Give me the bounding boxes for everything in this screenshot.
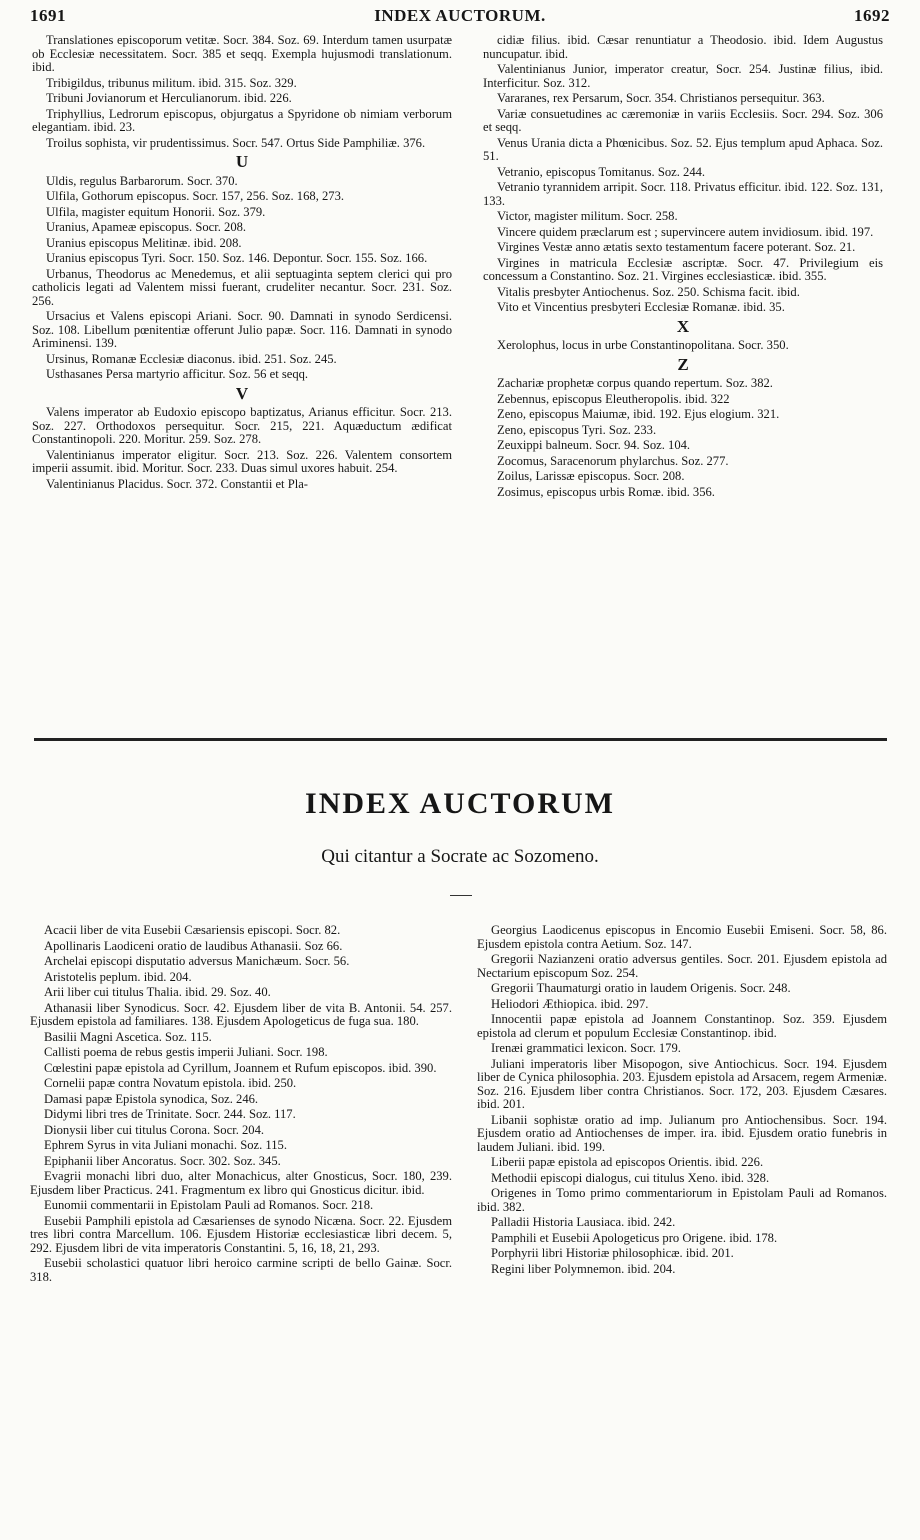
title-dash-ornament: [450, 895, 472, 896]
index-entry: cidiæ filius. ibid. Cæsar renuntiatur a Theodosio. ibid. Idem Augustus nuncupatur. ibid.: [483, 33, 883, 61]
index-entry: Vetranio, episcopus Tomitanus. Soz. 244.: [497, 164, 706, 179]
index-entry: Origenes in Tomo primo commentariorum in Epistolam Pauli ad Romanos. ibid. 382.: [477, 1186, 887, 1214]
index-entry: Heliodori Æthiopica. ibid. 297.: [491, 996, 649, 1011]
index-entry: Tribigildus, tribunus militum. ibid. 315. Soz. 329.: [46, 75, 297, 90]
index-entry: Ulfila, magister equitum Honorii. Soz. 379.: [46, 204, 266, 219]
index-entry: Zoilus, Larissæ episcopus. Socr. 208.: [497, 469, 685, 483]
index-entry: Gregorii Thaumaturgi oratio in laudem Origenis. Socr. 248.: [491, 981, 791, 995]
index-entry: Valentinianus imperator eligitur. Socr. 213. Soz. 226. Valentem consortem imperii assumit. ibid. Moritur. Socr. 233. Duas simul uxores habuit. 254.: [32, 447, 452, 475]
section-divider-rule: [34, 738, 887, 741]
index-entry: Vararanes, rex Persarum, Socr. 354. Christianos persequitur. 363.: [497, 91, 825, 105]
index-entry: Ephrem Syrus in vita Juliani monachi. Soz. 115.: [44, 1138, 287, 1152]
index-entry: Virgines in matricula Ecclesiæ ascriptæ. Socr. 47. Privilegium eis concessum a Constantino. Soz. 21. Virgines ecclesiasticæ. ibid. 355.: [483, 255, 883, 283]
section-title: INDEX AUCTORUM: [305, 787, 615, 820]
index-entry: Tribuni Jovianorum et Herculianorum. ibid. 226.: [46, 91, 292, 105]
index-entry: Evagrii monachi libri duo, alter Monachicus, alter Gnosticus, Socr. 180, 239. Ejusdem liber Practicus. 241. Fragmentum ex libro qui Gnosticus dicitur. ibid.: [30, 1169, 452, 1197]
index-entry: Valentinianus Junior, imperator creatur, Socr. 254. Justinæ filius, ibid. Interficitur. Soz. 312.: [483, 62, 883, 90]
running-title: INDEX AUCTORUM.: [374, 6, 546, 25]
index-entry: Porphyrii libri Historiæ philosophicæ. ibid. 201.: [491, 1246, 734, 1260]
index-entry: Zebennus, episcopus Eleutheropolis. ibid. 322: [497, 391, 730, 406]
index-entry: Eunomii commentarii in Epistolam Pauli ad Romanos. Socr. 218.: [44, 1198, 374, 1212]
index-entry: Eusebii scholastici quatuor libri heroico carmine scripti de bello Gainæ. Socr. 318.: [30, 1256, 452, 1284]
page-number-left: 1691: [30, 6, 66, 25]
index-entry: Ursinus, Romanæ Ecclesiæ diaconus. ibid. 251. Soz. 245.: [46, 351, 337, 366]
index-rerum-column-right: [483, 34, 883, 501]
index-entry: Valentinianus Placidus. Socr. 372. Constantii et Pla-: [46, 476, 308, 491]
index-entry: Cœlestini papæ epistola ad Cyrillum, Joannem et Rufum episcopos. ibid. 390.: [44, 1060, 437, 1075]
index-entry: Epiphanii liber Ancoratus. Socr. 302. Soz. 345.: [44, 1153, 281, 1168]
index-entry: Zachariæ prophetæ corpus quando repertum. Soz. 382.: [497, 376, 773, 390]
letter-heading: V: [235, 383, 249, 403]
page-header: [30, 6, 890, 32]
index-entry: Liberii papæ epistola ad episcopos Orientis. ibid. 226.: [491, 1155, 764, 1169]
index-entry: Eusebii Pamphili epistola ad Cæsarienses de synodo Nicæna. Socr. 22. Ejusdem tres libri contra Marcellum. 106. Ejusdem Historiæ ecclesiasticæ libri decem. 5, 292. Ejusdem libri de vita imperatoris Constantini. 5, 16, 18, 21, 293.: [30, 1213, 452, 1255]
index-entry: Didymi libri tres de Trinitate. Socr. 244. Soz. 117.: [44, 1107, 296, 1121]
index-entry: Uldis, regulus Barbarorum. Socr. 370.: [46, 173, 238, 188]
page-number-right: 1692: [854, 6, 890, 25]
index-entry: Vitalis presbyter Antiochenus. Soz. 250. Schisma facit. ibid.: [497, 284, 800, 299]
index-entry: Zocomus, Saracenorum phylarchus. Soz. 277.: [497, 453, 729, 468]
index-entry: Uranius episcopus Tyri. Socr. 150. Soz. 146. Depontur. Socr. 155. Soz. 166.: [46, 251, 428, 265]
index-entry: Zeno, episcopus Tyri. Soz. 233.: [497, 422, 657, 437]
index-entry: Archelai episcopi disputatio adversus Manichæum. Socr. 56.: [44, 954, 350, 968]
index-entry: Aristotelis peplum. ibid. 204.: [44, 969, 192, 984]
section-subtitle: Qui citantur a Socrate ac Sozomeno.: [321, 846, 599, 867]
index-entry: Triphyllius, Ledrorum episcopus, objurgatus a Spyridone ob nimiam verborum elegantiam. ibid. 23.: [32, 106, 452, 134]
index-auctorum-column-left: [30, 924, 452, 1286]
index-entry: Juliani imperatoris liber Misopogon, sive Antiochicus. Socr. 194. Ejusdem liber de Cynica philosophia. 203. Ejusdem epistola ad Arsacem, regem Armeniæ. Soz. 216. Ejusdem liber contra Christianos. Socr. 172, 203. Ejusdem Cæsares. ibid. 201.: [477, 1056, 887, 1111]
index-entry: Urbanus, Theodorus ac Menedemus, et alii septuaginta septem clerici qui pro catholicis legati ad Valentem missi fuerant, crudeliter necantur. Socr. 231. Soz. 256.: [32, 266, 452, 308]
index-entry: Valens imperator ab Eudoxio episcopo baptizatus, Arianus efficitur. Socr. 213. Soz. 227. Orthodoxos persequitur. Socr. 215, 221. Aquæductum ædificat Constantinopoli. 220. Moritur. 259. Soz. 278.: [32, 405, 452, 446]
index-rerum-column-left: [32, 34, 452, 493]
index-entry: Ursacius et Valens episcopi Ariani. Socr. 90. Damnati in synodo Serdicensi. Soz. 108. Libellum pœnitentiæ offerunt Julio papæ. Socr. 116. Damnati in synodo Ariminensi. 139.: [32, 309, 452, 350]
index-entry: Venus Urania dicta a Phœnicibus. Soz. 52. Ejus templum apud Aphaca. Soz. 51.: [483, 135, 883, 163]
index-entry: Xerolophus, locus in urbe Constantinopolitana. Socr. 350.: [497, 338, 789, 352]
index-entry: Victor, magister militum. Socr. 258.: [497, 209, 678, 223]
index-entry: Zeno, episcopus Maiumæ, ibid. 192. Ejus elogium. 321.: [497, 407, 780, 421]
index-entry: Georgius Laodicenus episcopus in Encomio Eusebii Emiseni. Socr. 58, 86. Ejusdem epistola contra Aetium. Soz. 147.: [477, 923, 887, 951]
index-entry: Usthasanes Persa martyrio afficitur. Soz. 56 et seqq.: [46, 367, 309, 381]
index-entry: Arii liber cui titulus Thalia. ibid. 29. Soz. 40.: [44, 985, 271, 999]
index-entry: Damasi papæ Epistola synodica, Soz. 246.: [44, 1091, 259, 1106]
index-entry: Virgines Vestæ anno ætatis sexto testamentum facere poterant. Soz. 21.: [497, 240, 856, 254]
letter-heading: X: [676, 316, 690, 336]
index-entry: Basilii Magni Ascetica. Soz. 115.: [44, 1029, 212, 1044]
index-entry: Vincere quidem præclarum est ; supervincere autem invidiosum. ibid. 197.: [497, 224, 874, 239]
index-entry: Ulfila, Gothorum episcopus. Socr. 157, 256. Soz. 168, 273.: [46, 189, 345, 203]
index-entry: Dionysii liber cui titulus Corona. Socr. 204.: [44, 1122, 265, 1137]
index-entry: Apollinaris Laodiceni oratio de laudibus Athanasii. Soz 66.: [44, 938, 343, 953]
index-entry: Zosimus, episcopus urbis Romæ. ibid. 356.: [497, 484, 715, 499]
index-entry: Irenæi grammatici lexicon. Socr. 179.: [491, 1041, 681, 1055]
index-entry: Variæ consuetudines ac cæremoniæ in variis Ecclesiis. Socr. 294. Soz. 306 et seqq.: [483, 106, 883, 134]
letter-heading: U: [235, 152, 249, 171]
index-entry: Libanii sophistæ oratio ad imp. Julianum pro Antiochensibus. Socr. 194. Ejusdem oratio ad Antiochenses de imper. ira. ibid. Ejusdem oratio funebris in laudem Juliani. ibid. 199.: [477, 1112, 887, 1154]
index-entry: Cornelii papæ contra Novatum epistola. ibid. 250.: [44, 1076, 297, 1090]
index-entry: Methodii episcopi dialogus, cui titulus Xeno. ibid. 328.: [491, 1170, 770, 1185]
index-entry: Vetranio tyrannidem arripit. Socr. 118. Privatus efficitur. ibid. 122. Soz. 131, 133.: [483, 180, 883, 208]
index-auctorum-column-right: [477, 924, 887, 1278]
index-entry: Translationes episcoporum vetitæ. Socr. 384. Soz. 69. Interdum tamen usurpatæ ob Ecclesiæ necessitatem. Socr. 385 et seqq. Exempla hujusmodi translationum. ibid.: [32, 33, 452, 74]
index-entry: Acacii liber de vita Eusebii Cæsariensis episcopi. Socr. 82.: [44, 923, 341, 937]
index-entry: Callisti poema de rebus gestis imperii Juliani. Socr. 198.: [44, 1045, 328, 1059]
index-entry: Troilus sophista, vir prudentissimus. Socr. 547. Ortus Side Pamphiliæ. 376.: [46, 135, 426, 150]
index-entry: Zeuxippi balneum. Socr. 94. Soz. 104.: [497, 438, 691, 452]
index-entry: Uranius, Apameæ episcopus. Socr. 208.: [46, 220, 247, 234]
index-entry: Athanasii liber Synodicus. Socr. 42. Ejusdem liber de vita B. Antonii. 54. 257. Ejusdem epistola ad familiares. 138. Ejusdem Apologeticus de fuga sua. 180.: [30, 1000, 452, 1028]
index-entry: Uranius episcopus Melitinæ. ibid. 208.: [46, 235, 242, 250]
index-entry: Pamphili et Eusebii Apologeticus pro Origene. ibid. 178.: [491, 1230, 778, 1245]
letter-heading: Z: [677, 354, 689, 374]
index-entry: Innocentii papæ epistola ad Joannem Constantinop. Soz. 359. Ejusdem epistola ad clerum et populum Ecclesiæ Constantinop. ibid.: [477, 1012, 887, 1040]
index-entry: Regini liber Polymnemon. ibid. 204.: [491, 1261, 676, 1276]
index-entry: Palladii Historia Lausiaca. ibid. 242.: [491, 1215, 676, 1229]
index-entry: Vito et Vincentius presbyteri Ecclesiæ Romanæ. ibid. 35.: [497, 300, 785, 314]
index-entry: Gregorii Nazianzeni oratio adversus gentiles. Socr. 201. Ejusdem epistola ad Nectarium episcopum Soz. 254.: [477, 952, 887, 980]
